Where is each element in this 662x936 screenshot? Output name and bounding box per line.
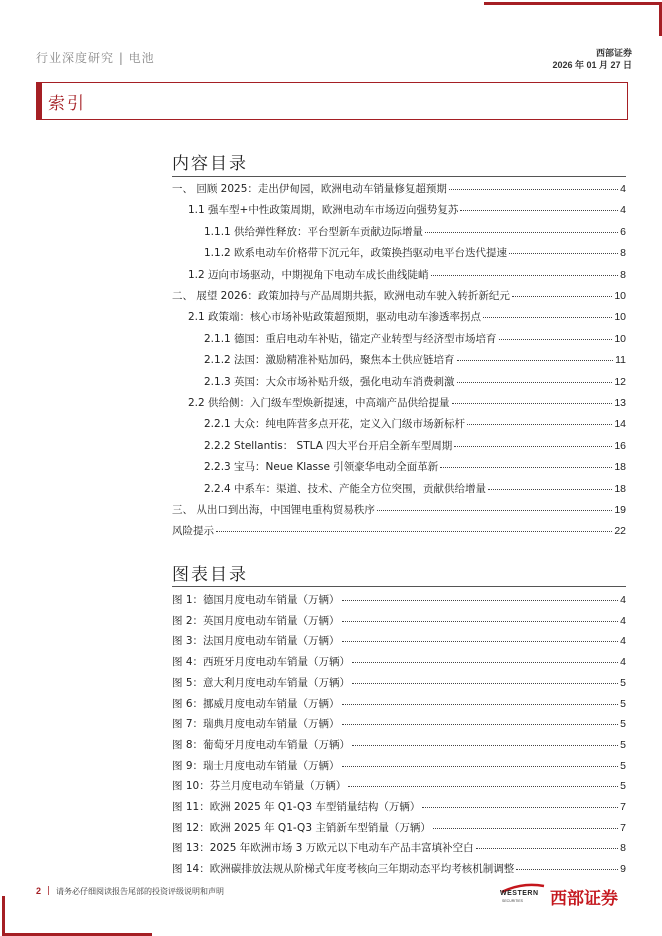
toc-entry[interactable] bbox=[188, 202, 626, 218]
toc-entry[interactable] bbox=[172, 654, 626, 670]
page-number: 2 bbox=[36, 886, 42, 896]
toc-entry-title: 2.2.3 宝马：Neue Klasse 引领豪华电动全面革新 bbox=[204, 461, 439, 474]
logo-chinese-name: 西部证券 bbox=[550, 889, 618, 909]
toc-entry-title: 图 10：芬兰月度电动车销量（万辆） bbox=[172, 780, 347, 793]
toc-entry-title: 1.1.1 供给弹性释放：平台型新车贡献边际增量 bbox=[204, 225, 424, 238]
toc-entry-title: 1.2 迈向市场驱动，中期视角下电动车成长曲线陡峭 bbox=[188, 268, 429, 281]
toc-entry[interactable] bbox=[172, 675, 626, 691]
toc-dot-leader bbox=[216, 531, 612, 532]
toc-entry[interactable] bbox=[172, 181, 626, 197]
toc-entry-title: 图 3：法国月度电动车销量（万辆） bbox=[172, 635, 340, 648]
toc-entry-page: 22 bbox=[614, 525, 626, 538]
footer-disclaimer: 请务必仔细阅读报告尾部的投资评级说明和声明 bbox=[56, 887, 224, 896]
toc-dot-leader bbox=[452, 403, 613, 404]
toc-entry-title: 图 5：意大利月度电动车销量（万辆） bbox=[172, 676, 351, 689]
toc-entry-title: 三、 从出口到出海，中国锂电重构贸易秩序 bbox=[172, 504, 375, 516]
western-securities-logo bbox=[500, 880, 630, 910]
toc-dot-leader bbox=[476, 848, 619, 849]
toc-dot-leader bbox=[425, 232, 618, 233]
toc-entry-title: 一、 回顾 2025：走出伊甸园，欧洲电动车销量修复超预期 bbox=[172, 183, 447, 195]
figures-title: 图表目录 bbox=[172, 565, 248, 585]
toc-dot-leader bbox=[440, 467, 612, 468]
toc-entry-title: 图 7：瑞典月度电动车销量（万辆） bbox=[172, 718, 340, 731]
toc-dot-leader bbox=[488, 489, 612, 490]
toc-entry[interactable] bbox=[204, 481, 626, 497]
toc-entry-title: 2.2.2 Stellantis： STLA 四大平台开启全新车型周期 bbox=[204, 439, 453, 452]
toc-entry-title: 风险提示 bbox=[172, 525, 214, 538]
toc-entry[interactable] bbox=[172, 820, 626, 836]
toc-entry-page: 4 bbox=[620, 656, 626, 669]
toc-dot-leader bbox=[457, 360, 614, 361]
toc-entry[interactable] bbox=[204, 438, 626, 454]
toc-dot-leader bbox=[499, 339, 613, 340]
toc-dot-leader bbox=[460, 210, 618, 211]
toc-entry-title: 图 9：瑞士月度电动车销量（万辆） bbox=[172, 759, 340, 772]
toc-entry-title: 图 1：德国月度电动车销量（万辆） bbox=[172, 594, 340, 606]
logo-english-name: WESTERN bbox=[500, 890, 539, 897]
toc-entry-page: 7 bbox=[620, 821, 626, 834]
toc-entry[interactable] bbox=[172, 861, 626, 877]
toc-entry-page: 8 bbox=[620, 268, 626, 281]
contents-divider bbox=[172, 176, 626, 177]
toc-entry[interactable] bbox=[172, 502, 626, 518]
toc-dot-leader bbox=[348, 786, 618, 787]
toc-entry-page: 19 bbox=[614, 504, 626, 516]
toc-entry-page: 10 bbox=[614, 311, 626, 324]
index-banner bbox=[36, 82, 628, 120]
toc-entry-title: 2.2.1 大众：纯电阵营多点开花，定义入门级市场新标杆 bbox=[204, 418, 466, 431]
index-title: 索引 bbox=[48, 94, 86, 114]
report-category: 行业深度研究 | 电池 bbox=[36, 51, 155, 65]
toc-entry[interactable] bbox=[172, 696, 626, 712]
toc-entry[interactable] bbox=[188, 267, 626, 283]
toc-dot-leader bbox=[342, 600, 619, 601]
contents-title: 内容目录 bbox=[172, 154, 248, 174]
toc-entry-page: 6 bbox=[620, 225, 626, 238]
toc-dot-leader bbox=[454, 446, 612, 447]
toc-entry-page: 4 bbox=[620, 635, 626, 648]
toc-dot-leader bbox=[512, 296, 612, 297]
toc-dot-leader bbox=[342, 766, 619, 767]
toc-entry[interactable] bbox=[172, 288, 626, 304]
toc-entry[interactable] bbox=[172, 523, 626, 539]
toc-entry-page: 5 bbox=[620, 780, 626, 793]
toc-entry-page: 18 bbox=[614, 482, 626, 495]
corner-line-left bbox=[2, 896, 5, 936]
toc-entry-page: 18 bbox=[614, 461, 626, 474]
toc-entry-title: 图 11：欧洲 2025 年 Q1-Q3 车型销量结构（万辆） bbox=[172, 801, 421, 813]
toc-entry[interactable] bbox=[204, 331, 626, 347]
toc-entry-title: 图 4：西班牙月度电动车销量（万辆） bbox=[172, 656, 351, 669]
toc-entry[interactable] bbox=[188, 395, 626, 411]
figures-divider bbox=[172, 586, 626, 587]
header-date: 2026 年 01 月 27 日 bbox=[552, 60, 632, 70]
toc-entry[interactable] bbox=[204, 245, 626, 261]
toc-dot-leader bbox=[342, 641, 619, 642]
toc-entry-page: 7 bbox=[620, 801, 626, 813]
toc-dot-leader bbox=[509, 253, 618, 254]
toc-entry[interactable] bbox=[172, 592, 626, 608]
toc-entry-title: 2.1.2 法国：激励精准补贴加码，聚焦本土供应链培育 bbox=[204, 354, 455, 367]
toc-entry-page: 10 bbox=[614, 290, 626, 302]
toc-dot-leader bbox=[457, 382, 613, 383]
toc-dot-leader bbox=[352, 662, 618, 663]
toc-entry[interactable] bbox=[188, 309, 626, 325]
toc-entry[interactable] bbox=[204, 374, 626, 390]
toc-entry-title: 1.1 强车型+中性政策周期，欧洲电动车市场迈向强势复苏 bbox=[188, 204, 459, 217]
toc-entry-title: 1.1.2 欧系电动车价格带下沉元年，政策换挡驱动电平台迭代提速 bbox=[204, 247, 508, 260]
toc-entry-title: 图 8：葡萄牙月度电动车销量（万辆） bbox=[172, 738, 351, 751]
toc-entry-title: 图 6：挪威月度电动车销量（万辆） bbox=[172, 697, 340, 710]
toc-entry[interactable] bbox=[204, 224, 626, 240]
toc-entry-title: 2.2.4 中系车：渠道、技术、产能全方位突围，贡献供给增量 bbox=[204, 482, 487, 495]
toc-dot-leader bbox=[352, 683, 618, 684]
toc-entry[interactable] bbox=[204, 459, 626, 475]
toc-dot-leader bbox=[431, 275, 619, 276]
toc-entry[interactable] bbox=[172, 633, 626, 649]
footer-separator: | bbox=[47, 886, 51, 896]
toc-entry[interactable] bbox=[172, 758, 626, 774]
toc-entry-page: 5 bbox=[620, 759, 626, 772]
toc-entry-title: 2.1.3 英国：大众市场补贴升级，强化电动车消费刺激 bbox=[204, 375, 455, 388]
toc-dot-leader bbox=[342, 621, 619, 622]
logo-english-sub: SECURITIES bbox=[502, 899, 524, 903]
toc-entry-page: 5 bbox=[620, 718, 626, 731]
toc-entry-page: 10 bbox=[614, 332, 626, 345]
toc-entry-page: 5 bbox=[620, 676, 626, 689]
toc-entry-page: 4 bbox=[620, 594, 626, 606]
toc-entry[interactable] bbox=[172, 778, 626, 794]
toc-entry-page: 16 bbox=[614, 439, 626, 452]
toc-entry[interactable] bbox=[172, 737, 626, 753]
toc-entry-page: 9 bbox=[620, 863, 626, 876]
toc-entry[interactable] bbox=[172, 799, 626, 815]
toc-entry[interactable] bbox=[172, 613, 626, 629]
toc-dot-leader bbox=[422, 807, 618, 808]
toc-entry-page: 4 bbox=[620, 614, 626, 627]
toc-entry-title: 图 2：英国月度电动车销量（万辆） bbox=[172, 614, 340, 627]
toc-entry[interactable] bbox=[204, 416, 626, 432]
toc-entry-page: 8 bbox=[620, 247, 626, 260]
toc-entry-title: 图 13：2025 年欧洲市场 3 万欧元以下电动车产品丰富填补空白 bbox=[172, 842, 474, 855]
toc-entry[interactable] bbox=[172, 716, 626, 732]
toc-dot-leader bbox=[352, 745, 618, 746]
toc-entry-page: 5 bbox=[620, 738, 626, 751]
toc-entry-page: 14 bbox=[614, 418, 626, 431]
toc-entry-page: 13 bbox=[614, 397, 626, 409]
toc-entry-title: 2.1 政策端：核心市场补贴政策超预期，驱动电动车渗透率拐点 bbox=[188, 311, 482, 324]
toc-entry-page: 4 bbox=[620, 183, 626, 195]
toc-dot-leader bbox=[516, 869, 618, 870]
header-company: 西部证券 bbox=[595, 49, 632, 59]
toc-entry-page: 5 bbox=[620, 697, 626, 710]
toc-dot-leader bbox=[342, 704, 619, 705]
toc-entry-title: 图 12：欧洲 2025 年 Q1-Q3 主销新车型销量（万辆） bbox=[172, 821, 431, 834]
toc-dot-leader bbox=[449, 189, 618, 190]
toc-entry-title: 图 14：欧洲碳排放法规从阶梯式年度考核向三年期动态平均考核机制调整 bbox=[172, 863, 515, 876]
toc-dot-leader bbox=[342, 724, 619, 725]
toc-entry-title: 2.2 供给侧：入门级车型焕新提速，中高端产品供给提量 bbox=[188, 397, 450, 409]
toc-entry-page: 11 bbox=[615, 354, 626, 367]
toc-dot-leader bbox=[467, 424, 612, 425]
toc-entry-page: 12 bbox=[614, 375, 626, 388]
toc-entry-page: 4 bbox=[620, 204, 626, 217]
toc-dot-leader bbox=[377, 510, 612, 511]
toc-entry[interactable] bbox=[172, 840, 626, 856]
toc-dot-leader bbox=[433, 828, 618, 829]
toc-entry-page: 8 bbox=[620, 842, 626, 855]
corner-line-top bbox=[484, 2, 662, 5]
toc-entry-title: 二、 展望 2026：政策加持与产品周期共振，欧洲电动车驶入转折新纪元 bbox=[172, 290, 510, 302]
toc-entry-title: 2.1.1 德国：重启电动车补贴，锚定产业转型与经济型市场培育 bbox=[204, 332, 497, 345]
toc-dot-leader bbox=[483, 317, 612, 318]
toc-entry[interactable] bbox=[204, 352, 626, 368]
